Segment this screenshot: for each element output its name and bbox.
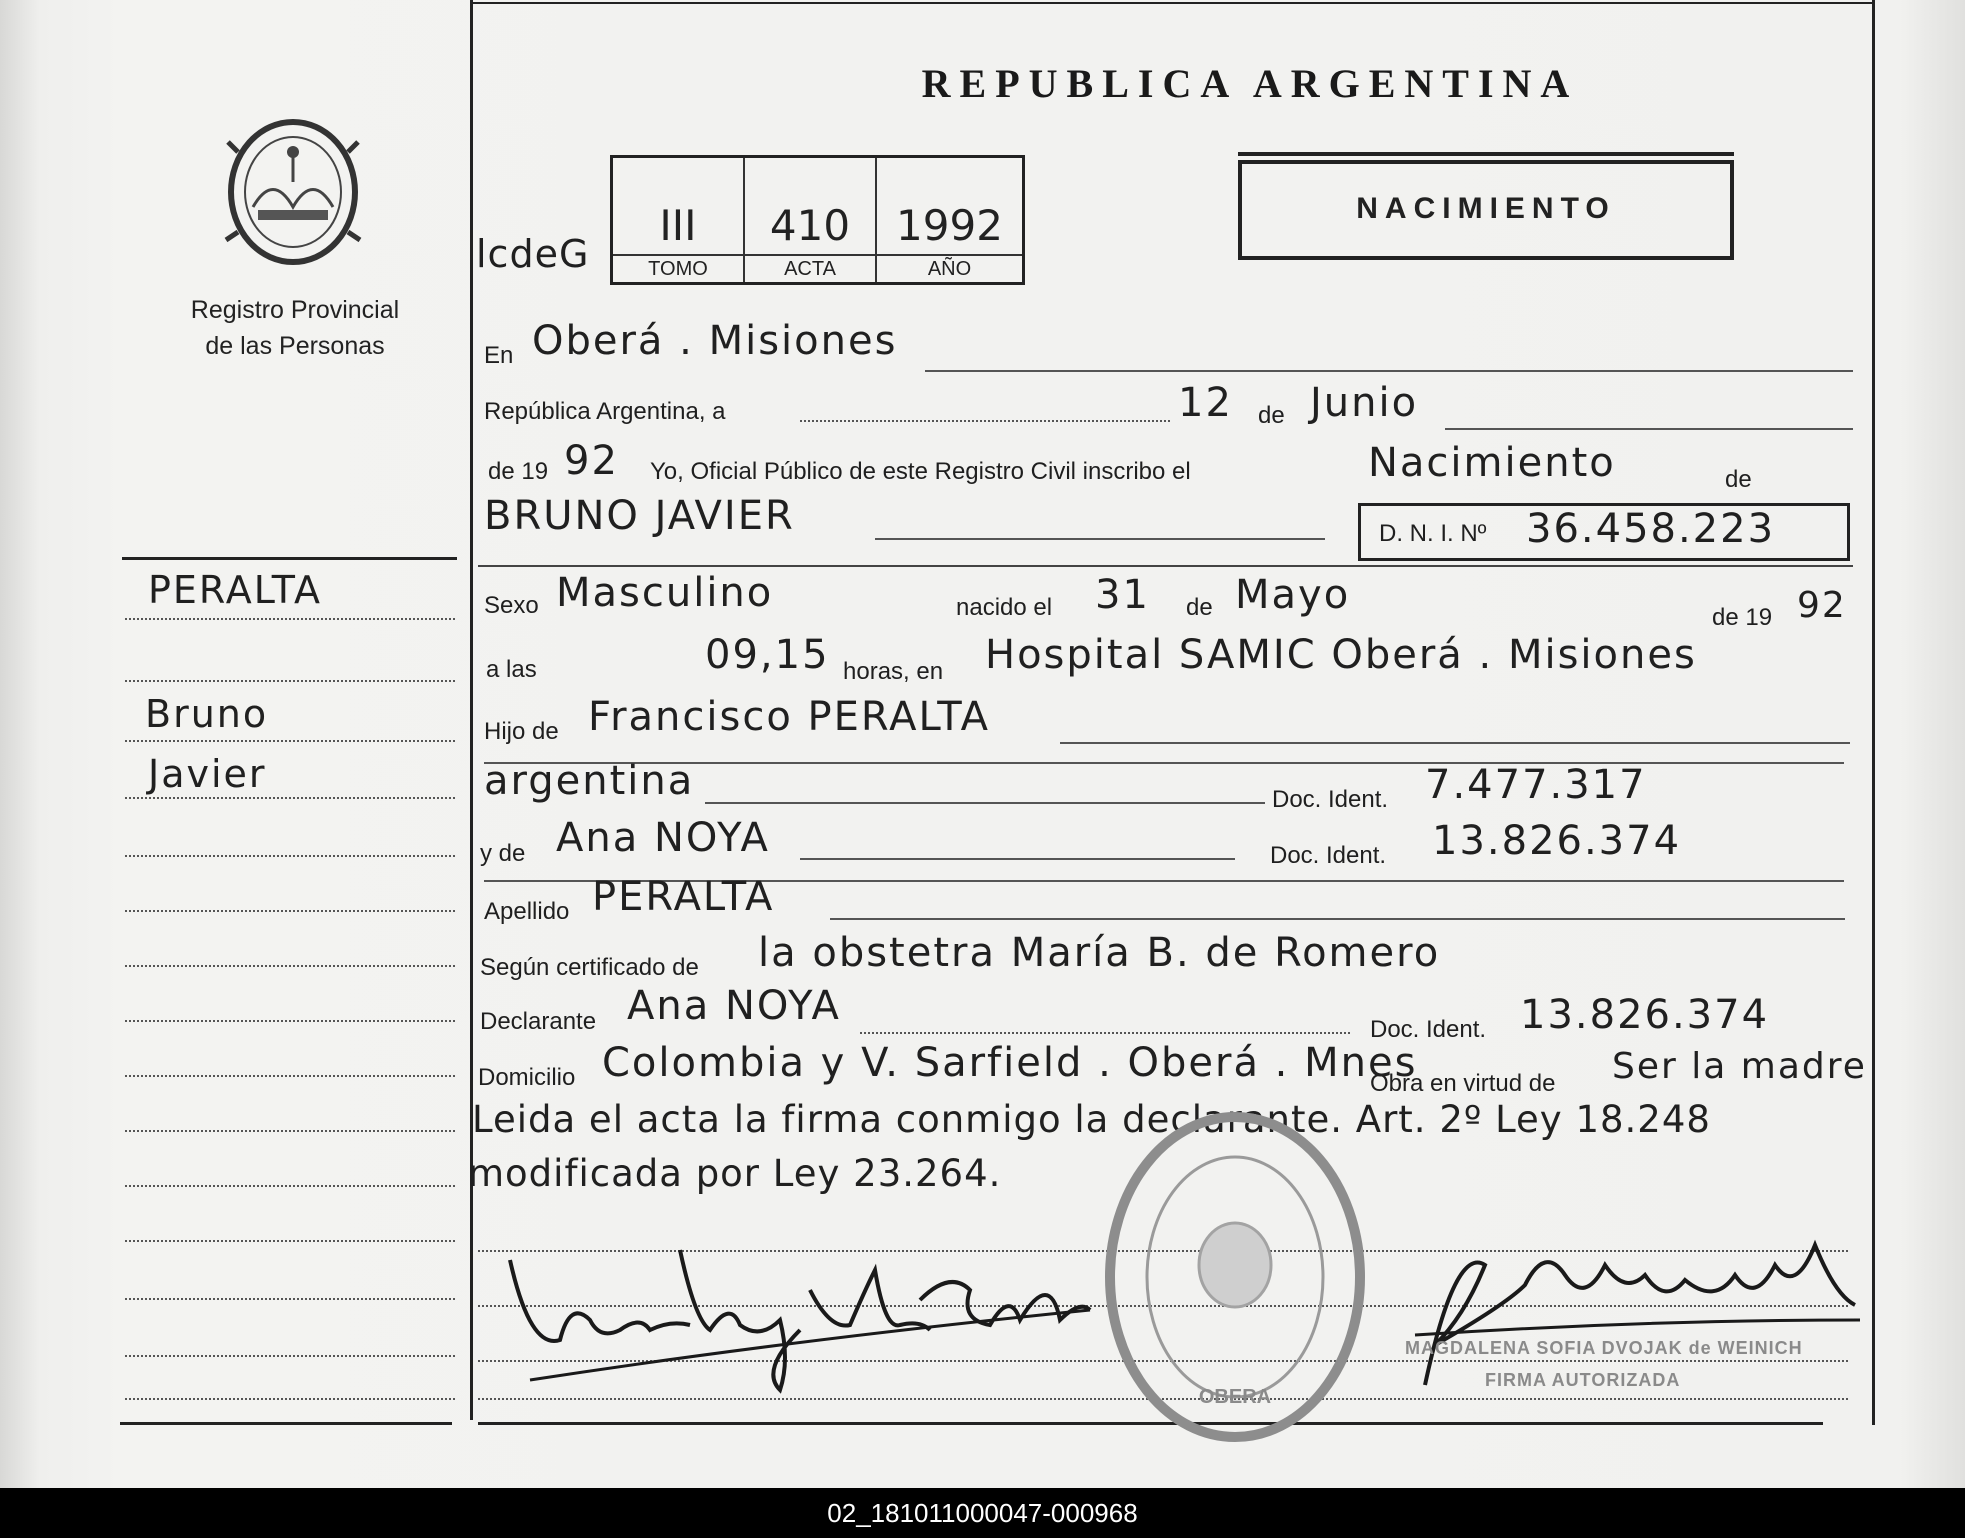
margin-line bbox=[125, 680, 455, 682]
republica-label: República Argentina, a bbox=[484, 398, 726, 425]
mother-doc: 13.826.374 bbox=[1432, 818, 1682, 864]
tomo-cell bbox=[613, 158, 745, 282]
registration-month: Junio bbox=[1310, 380, 1419, 426]
anio-cell bbox=[877, 158, 1022, 282]
mother-line bbox=[800, 858, 1235, 860]
father-doc: 7.477.317 bbox=[1425, 762, 1647, 808]
margin-bottom-rule bbox=[120, 1422, 452, 1425]
birth-day: 31 bbox=[1095, 572, 1150, 618]
doc-ident-label-3: Doc. Ident. bbox=[1370, 1016, 1487, 1043]
margin-line bbox=[125, 740, 455, 742]
seal-city: OBERA bbox=[1198, 1386, 1272, 1408]
child-name-line bbox=[875, 538, 1325, 540]
section-separator bbox=[478, 565, 1853, 567]
office-line-2: de las Personas bbox=[205, 332, 385, 360]
acta-cell bbox=[745, 158, 877, 282]
en-label: En bbox=[484, 342, 514, 369]
record-type-box: NACIMIENTO bbox=[1238, 160, 1734, 260]
place-value: Oberá . Misiones bbox=[532, 318, 898, 364]
official-seal-stamp bbox=[1100, 1105, 1370, 1450]
apellido-label: Apellido bbox=[484, 898, 570, 925]
father-nationality: argentina bbox=[484, 758, 695, 804]
hijo-label: Hijo de bbox=[484, 718, 559, 745]
domicilio-label: Domicilio bbox=[478, 1064, 576, 1091]
declarante-value: Ana NOYA bbox=[627, 983, 841, 1029]
apellido-value: PERALTA bbox=[592, 874, 775, 920]
margin-line bbox=[125, 1075, 455, 1077]
document-title: REPUBLICA ARGENTINA bbox=[921, 61, 1579, 106]
doc-ident-label-2: Doc. Ident. bbox=[1270, 842, 1387, 869]
birth-place: Hospital SAMIC Oberá . Misiones bbox=[985, 632, 1697, 678]
office-line-1: Registro Provincial bbox=[190, 296, 400, 324]
child-name: BRUNO JAVIER bbox=[484, 493, 795, 539]
place-line bbox=[925, 370, 1853, 372]
registration-box bbox=[610, 155, 1025, 285]
margin-line bbox=[125, 1185, 455, 1187]
yde-label: y de bbox=[480, 840, 526, 867]
registration-day: 12 bbox=[1178, 380, 1233, 426]
dotted-line bbox=[860, 1032, 1350, 1034]
margin-top-rule bbox=[122, 557, 457, 560]
declarante-doc: 13.826.374 bbox=[1520, 992, 1770, 1038]
frame-top-line bbox=[472, 2, 1872, 4]
note-line-1: Leida el acta la firma conmigo la declarante. Art. 2º Ley 18.248 bbox=[472, 1098, 1711, 1141]
father-line bbox=[1060, 742, 1850, 744]
act-kind: Nacimiento bbox=[1368, 440, 1616, 486]
margin-given-name-1: Bruno bbox=[145, 692, 269, 736]
note-line-2: modificada por Ley 23.264. bbox=[468, 1152, 1002, 1195]
alas-label: a las bbox=[486, 656, 537, 683]
margin-surname: PERALTA bbox=[148, 568, 322, 612]
frame-right-border bbox=[1872, 0, 1875, 1425]
registry-office-name bbox=[130, 292, 460, 364]
province-coat-of-arms-logo bbox=[218, 112, 368, 272]
anio-label: AÑO bbox=[927, 258, 972, 280]
nacido-label: nacido el bbox=[956, 594, 1053, 621]
margin-line bbox=[125, 1130, 455, 1132]
obra-label: Obra en virtud de bbox=[1370, 1070, 1556, 1097]
dotted-line bbox=[800, 420, 1170, 422]
sexo-label: Sexo bbox=[484, 592, 539, 619]
dni-label: D. N. I. Nº bbox=[1379, 520, 1487, 547]
margin-line bbox=[125, 855, 455, 857]
margin-line bbox=[125, 910, 455, 912]
de19-label: de 19 bbox=[488, 458, 549, 485]
tomo-value: III bbox=[613, 198, 743, 256]
officer-stamp-name: MAGDALENA SOFIA DVOJAK de WEINICH bbox=[1405, 1338, 1803, 1358]
acta-label: ACTA bbox=[784, 258, 836, 280]
month-line bbox=[1445, 428, 1853, 430]
segun-label: Según certificado de bbox=[480, 954, 699, 981]
margin-line bbox=[125, 797, 455, 799]
margin-line bbox=[125, 1355, 455, 1357]
image-caption: 02_181011000047-000968 bbox=[827, 1498, 1138, 1528]
dni-value: 36.458.223 bbox=[1526, 506, 1776, 552]
father-name: Francisco PERALTA bbox=[588, 694, 990, 740]
apellido-line bbox=[830, 918, 1845, 920]
obra-value: Ser la madre bbox=[1612, 1046, 1867, 1087]
domicilio-value: Colombia y V. Sarfield . Oberá . Mnes bbox=[602, 1040, 1418, 1086]
certificate-value: la obstetra María B. de Romero bbox=[758, 930, 1441, 976]
frame-left-border bbox=[470, 0, 473, 1420]
margin-line bbox=[125, 1240, 455, 1242]
de-label-3: de bbox=[1186, 594, 1213, 621]
nationality-line bbox=[705, 802, 1265, 804]
de-label-2: de bbox=[1725, 466, 1752, 493]
declarante-label: Declarante bbox=[480, 1008, 597, 1035]
margin-given-name-2: Javier bbox=[148, 752, 267, 796]
margin-line bbox=[125, 618, 455, 620]
sexo-value: Masculino bbox=[556, 570, 774, 616]
dni-box bbox=[1358, 503, 1850, 561]
registration-year: 92 bbox=[564, 438, 619, 484]
margin-line bbox=[125, 1398, 455, 1400]
anio-value: 1992 bbox=[877, 198, 1022, 256]
official-statement: Yo, Oficial Público de este Registro Civil inscribo el bbox=[650, 458, 1191, 485]
de-label-1: de bbox=[1258, 402, 1285, 429]
margin-line bbox=[125, 1298, 455, 1300]
horas-label: horas, en bbox=[843, 658, 944, 685]
officer-stamp-role: FIRMA AUTORIZADA bbox=[1485, 1370, 1681, 1390]
birth-hour: 09,15 bbox=[705, 632, 830, 678]
margin-line bbox=[125, 1020, 455, 1022]
doc-ident-label-1: Doc. Ident. bbox=[1272, 786, 1389, 813]
tomo-label: TOMO bbox=[648, 258, 708, 280]
birth-year: 92 bbox=[1797, 585, 1847, 626]
birth-month: Mayo bbox=[1235, 572, 1351, 618]
mother-name: Ana NOYA bbox=[556, 815, 770, 861]
acta-value: 410 bbox=[745, 198, 875, 256]
book-prefix: lcdeG bbox=[476, 232, 590, 276]
declarant-signature bbox=[490, 1230, 1110, 1410]
de19-label-2: de 19 bbox=[1712, 604, 1773, 631]
margin-line bbox=[125, 965, 455, 967]
